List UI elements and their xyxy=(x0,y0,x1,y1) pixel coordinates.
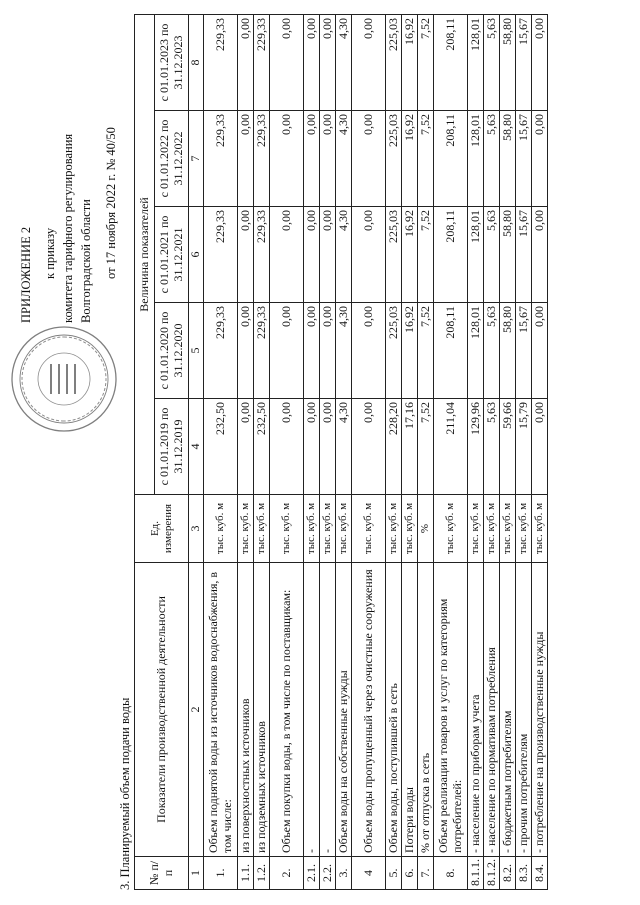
row-unit: тыс. куб. м xyxy=(484,495,500,563)
row-value: 0,00 xyxy=(270,15,304,111)
row-indicator: из поверхностных источников xyxy=(238,563,254,857)
row-value: 15,67 xyxy=(516,207,532,303)
row-value: 15,67 xyxy=(516,15,532,111)
row-value: 5,63 xyxy=(484,303,500,399)
header-period: с 01.01.2019 по 31.12.2019 xyxy=(155,399,189,495)
row-value: 0,00 xyxy=(270,303,304,399)
appendix-to-order: к приказу xyxy=(43,227,57,279)
row-unit: тыс. куб. м xyxy=(204,495,238,563)
row-value: 59,66 xyxy=(500,399,516,495)
row-value: 229,33 xyxy=(254,15,270,111)
row-value: 0,00 xyxy=(532,303,548,399)
row-value: 208,11 xyxy=(434,111,468,207)
table-body xyxy=(204,15,548,890)
row-value: 4,30 xyxy=(336,207,352,303)
header-values-group: Величина показателей xyxy=(135,15,155,495)
table-row xyxy=(516,15,532,890)
row-number: 1.1. xyxy=(238,857,254,890)
row-number: 8. xyxy=(434,857,468,890)
col-number: 8 xyxy=(189,15,204,111)
row-value: 5,63 xyxy=(484,399,500,495)
row-value: 5,63 xyxy=(484,15,500,111)
row-value: 58,80 xyxy=(500,303,516,399)
row-value: 17,16 xyxy=(402,399,418,495)
row-number: 8.1.1. xyxy=(468,857,484,890)
row-value: 0,00 xyxy=(352,303,386,399)
row-value: 16,92 xyxy=(402,15,418,111)
col-number: 7 xyxy=(189,111,204,207)
row-value: 225,03 xyxy=(386,15,402,111)
row-unit: тыс. куб. м xyxy=(500,495,516,563)
row-number: 8.3. xyxy=(516,857,532,890)
row-value: 7,52 xyxy=(418,15,434,111)
row-number: 5. xyxy=(386,857,402,890)
header-unit: Ед. измерения xyxy=(135,495,189,563)
row-value: 208,11 xyxy=(434,207,468,303)
row-indicator: Объем покупки воды, в том числе по поставщикам: xyxy=(270,563,304,857)
row-value: 0,00 xyxy=(270,399,304,495)
row-unit: % xyxy=(418,495,434,563)
table-row xyxy=(468,15,484,890)
row-value: 4,30 xyxy=(336,399,352,495)
row-value: 129,96 xyxy=(468,399,484,495)
row-value: 0,00 xyxy=(320,399,336,495)
col-number: 5 xyxy=(189,303,204,399)
header-period: с 01.01.2022 по 31.12.2022 xyxy=(155,111,189,207)
row-indicator: - прочим потребителям xyxy=(516,563,532,857)
row-value: 225,03 xyxy=(386,207,402,303)
row-value: 229,33 xyxy=(204,303,238,399)
table-row xyxy=(270,15,304,890)
row-unit: тыс. куб. м xyxy=(304,495,320,563)
row-value: 15,79 xyxy=(516,399,532,495)
row-unit: тыс. куб. м xyxy=(532,495,548,563)
row-number: 8.1.2. xyxy=(484,857,500,890)
row-value: 4,30 xyxy=(336,15,352,111)
row-indicator: % от отпуска в сеть xyxy=(418,563,434,857)
col-number: 6 xyxy=(189,207,204,303)
table-row xyxy=(254,15,270,890)
row-value: 0,00 xyxy=(304,303,320,399)
row-value: 7,52 xyxy=(418,111,434,207)
row-unit: тыс. куб. м xyxy=(336,495,352,563)
row-value: 0,00 xyxy=(238,15,254,111)
row-value: 0,00 xyxy=(352,399,386,495)
row-value: 229,33 xyxy=(254,303,270,399)
row-indicator: из подземных источников xyxy=(254,563,270,857)
row-indicator: Потери воды xyxy=(402,563,418,857)
row-value: 16,92 xyxy=(402,303,418,399)
row-number: 8.2. xyxy=(500,857,516,890)
row-value: 0,00 xyxy=(238,303,254,399)
row-value: 15,67 xyxy=(516,303,532,399)
row-value: 208,11 xyxy=(434,303,468,399)
row-value: 128,01 xyxy=(468,303,484,399)
row-value: 229,33 xyxy=(204,15,238,111)
table-row xyxy=(532,15,548,890)
col-number: 3 xyxy=(189,495,204,563)
header-period: с 01.01.2021 по 31.12.2021 xyxy=(155,207,189,303)
row-value: 0,00 xyxy=(320,303,336,399)
table-row xyxy=(320,15,336,890)
table-row xyxy=(304,15,320,890)
row-value: 0,00 xyxy=(304,111,320,207)
row-value: 58,80 xyxy=(500,15,516,111)
row-indicator: Объем поднятой воды из источников водоснабжения, в том числе: xyxy=(204,563,238,857)
table-row xyxy=(500,15,516,890)
row-number: 4 xyxy=(352,857,386,890)
row-value: 7,52 xyxy=(418,207,434,303)
table-row xyxy=(484,15,500,890)
table-row xyxy=(238,15,254,890)
row-value: 232,50 xyxy=(254,399,270,495)
row-value: 225,03 xyxy=(386,303,402,399)
row-unit: тыс. куб. м xyxy=(434,495,468,563)
header-num: № п/п xyxy=(135,857,189,890)
header-indicator: Показатели производственной деятельности xyxy=(135,563,189,857)
row-number: 6. xyxy=(402,857,418,890)
row-unit: тыс. куб. м xyxy=(386,495,402,563)
row-unit: тыс. куб. м xyxy=(270,495,304,563)
row-value: 228,20 xyxy=(386,399,402,495)
table-row xyxy=(434,15,468,890)
row-value: 7,52 xyxy=(418,303,434,399)
col-number: 4 xyxy=(189,399,204,495)
row-unit: тыс. куб. м xyxy=(238,495,254,563)
row-number: 1. xyxy=(204,857,238,890)
row-indicator: Объем воды пропущенный через очистные сооружения xyxy=(352,563,386,857)
row-value: 0,00 xyxy=(304,207,320,303)
row-indicator: - бюджетным потребителям xyxy=(500,563,516,857)
row-indicator: Объем воды, поступившей в сеть xyxy=(386,563,402,857)
row-value: 15,67 xyxy=(516,111,532,207)
row-value: 232,50 xyxy=(204,399,238,495)
row-number: 2.1. xyxy=(304,857,320,890)
row-value: 229,33 xyxy=(254,207,270,303)
row-value: 58,80 xyxy=(500,207,516,303)
water-supply-table xyxy=(134,14,548,890)
row-indicator: - население по нормативам потребления xyxy=(484,563,500,857)
row-value: 0,00 xyxy=(320,111,336,207)
row-number: 2.2. xyxy=(320,857,336,890)
row-indicator: Объем воды на собственные нужды xyxy=(336,563,352,857)
row-value: 229,33 xyxy=(204,207,238,303)
header-period: с 01.01.2023 по 31.12.2023 xyxy=(155,15,189,111)
section-title: 3. Планируемый объем подачи воды xyxy=(118,697,132,890)
row-value: 0,00 xyxy=(304,399,320,495)
row-number: 8.4. xyxy=(532,857,548,890)
row-value: 128,01 xyxy=(468,15,484,111)
row-value: 229,33 xyxy=(254,111,270,207)
table-row xyxy=(336,15,352,890)
row-unit: тыс. куб. м xyxy=(254,495,270,563)
row-value: 0,00 xyxy=(320,15,336,111)
row-value: 0,00 xyxy=(270,207,304,303)
row-indicator: Объем реализации товаров и услуг по категориям потребителей: xyxy=(434,563,468,857)
row-number: 1.2. xyxy=(254,857,270,890)
row-unit: тыс. куб. м xyxy=(516,495,532,563)
row-value: 16,92 xyxy=(402,111,418,207)
row-value: 0,00 xyxy=(352,207,386,303)
table-row xyxy=(352,15,386,890)
row-unit: тыс. куб. м xyxy=(352,495,386,563)
row-unit: тыс. куб. м xyxy=(468,495,484,563)
row-value: 7,52 xyxy=(418,399,434,495)
row-value: 0,00 xyxy=(238,111,254,207)
row-value: 4,30 xyxy=(336,111,352,207)
appendix-title: ПРИЛОЖЕНИЕ 2 xyxy=(19,226,33,323)
header-period: с 01.01.2020 по 31.12.2020 xyxy=(155,303,189,399)
col-number: 1 xyxy=(189,857,204,890)
row-value: 0,00 xyxy=(352,111,386,207)
table-row xyxy=(402,15,418,890)
row-value: 0,00 xyxy=(532,207,548,303)
row-number: 3. xyxy=(336,857,352,890)
table-row xyxy=(204,15,238,890)
row-value: 0,00 xyxy=(320,207,336,303)
row-indicator: - xyxy=(304,563,320,857)
row-number: 7. xyxy=(418,857,434,890)
col-number: 2 xyxy=(189,563,204,857)
row-indicator: - потребление на производственные нужды xyxy=(532,563,548,857)
appendix-committee: комитета тарифного регулирования xyxy=(61,133,75,323)
official-seal xyxy=(8,323,120,435)
row-value: 5,63 xyxy=(484,207,500,303)
row-value: 0,00 xyxy=(532,399,548,495)
table-row xyxy=(386,15,402,890)
row-value: 58,80 xyxy=(500,111,516,207)
appendix-region: Волгоградской области xyxy=(79,199,93,323)
row-value: 0,00 xyxy=(270,111,304,207)
row-value: 211,04 xyxy=(434,399,468,495)
row-indicator: - население по приборам учета xyxy=(468,563,484,857)
row-value: 225,03 xyxy=(386,111,402,207)
row-unit: тыс. куб. м xyxy=(320,495,336,563)
row-value: 0,00 xyxy=(352,15,386,111)
row-value: 229,33 xyxy=(204,111,238,207)
row-value: 5,63 xyxy=(484,111,500,207)
row-value: 208,11 xyxy=(434,15,468,111)
row-value: 128,01 xyxy=(468,111,484,207)
row-value: 128,01 xyxy=(468,207,484,303)
row-unit: тыс. куб. м xyxy=(402,495,418,563)
row-value: 4,30 xyxy=(336,303,352,399)
row-value: 0,00 xyxy=(238,207,254,303)
row-value: 0,00 xyxy=(532,15,548,111)
row-indicator: - xyxy=(320,563,336,857)
row-value: 0,00 xyxy=(304,15,320,111)
row-value: 16,92 xyxy=(402,207,418,303)
table-row xyxy=(418,15,434,890)
appendix-order-date: от 17 ноября 2022 г. № 40/50 xyxy=(104,127,118,279)
row-number: 2. xyxy=(270,857,304,890)
row-value: 0,00 xyxy=(238,399,254,495)
row-value: 0,00 xyxy=(532,111,548,207)
